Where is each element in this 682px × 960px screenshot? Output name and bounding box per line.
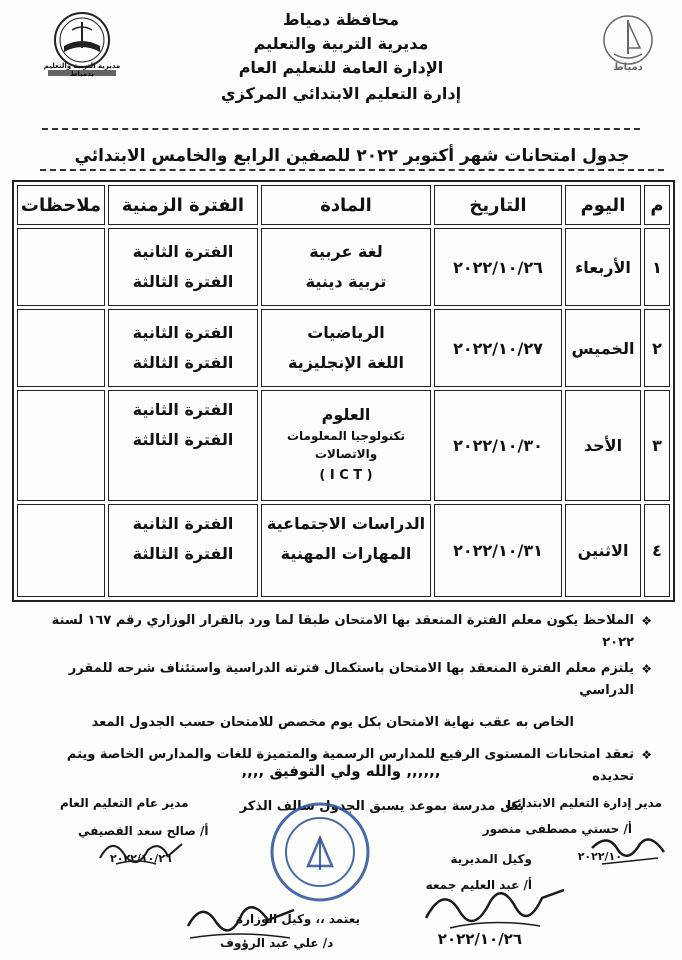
period-item: الفترة الثانية [132, 242, 234, 261]
row-num: ١ [644, 228, 670, 306]
row-notes [17, 390, 105, 501]
note-continuation: بكل مدرسة بموعد يسبق الجدول سالف الذكر [239, 799, 524, 814]
header-subject: المادة [261, 185, 431, 225]
row-subjects [261, 228, 431, 306]
row-date: ٢٠٢٢/١٠/٢٦ [434, 228, 562, 306]
row-day: الاثنين [565, 504, 641, 597]
left-signatory-title: مدير عام التعليم العام [60, 796, 189, 810]
official-stamp [268, 800, 372, 904]
row-periods [108, 309, 258, 387]
row-day: الخميس [565, 309, 641, 387]
header-day: اليوم [565, 185, 641, 225]
table-header-row [17, 185, 670, 225]
approval-signature-mark [180, 892, 300, 948]
approval-name: د/ علي عبد الرؤوف [220, 936, 334, 950]
document-title: جدول امتحانات شهر أكتوبر ٢٠٢٢ للصفين الرابع والخامس الابتدائي [40, 146, 664, 171]
bullet-icon: ❖ [641, 662, 652, 676]
exam-schedule-table [12, 180, 675, 602]
row-periods [108, 390, 258, 501]
deputy-name: أ/ عبد العليم جمعه [425, 878, 532, 892]
period-item: الفترة الثانية [132, 514, 234, 533]
header-num: م [644, 185, 670, 225]
subject-item: والاتصالات [314, 446, 378, 461]
general-admin-name: الإدارة العامة للتعليم العام [238, 58, 444, 77]
subject-item: العلوم [321, 404, 371, 424]
approval-label: يعتمد ،، وكيل الوزارة [236, 912, 361, 926]
table-row [17, 390, 670, 501]
left-signatory-date: ٢٠٢٢/١٠/٢٦ [110, 852, 172, 865]
central-admin-name: إدارة التعليم الابتدائي المركزي [220, 84, 462, 103]
header-period: الفترة الزمنية [108, 185, 258, 225]
row-subjects [261, 309, 431, 387]
subject-item: اللغة الإنجليزية [288, 353, 404, 372]
table-row [17, 504, 670, 597]
right-logo-caption: دمياط [613, 62, 643, 73]
closing-phrase: ,,,,,, والله ولي التوفيق ,,,, [241, 762, 441, 780]
subject-item: تكنولوجيا المعلومات [286, 428, 406, 443]
row-notes [17, 228, 105, 306]
subject-item: المهارات المهنية [280, 544, 412, 563]
note-item [30, 658, 652, 734]
row-subjects [261, 390, 431, 501]
subject-item: لغة عربية [309, 242, 383, 261]
notes-section [30, 610, 652, 822]
period-item: الفترة الثانية [132, 400, 234, 419]
row-num: ٣ [644, 390, 670, 501]
header-divider [42, 128, 640, 130]
right-signatory-title: مدير إدارة التعليم الابتدائي [505, 796, 662, 810]
row-periods [108, 504, 258, 597]
header-date: التاريخ [434, 185, 562, 225]
governorate-name: محافظة دمياط [282, 10, 400, 29]
row-num: ٤ [644, 504, 670, 597]
period-item: الفترة الثالثة [132, 353, 234, 372]
directorate-name: مديرية التربية والتعليم [253, 34, 429, 53]
deputy-date: ٢٠٢٢/١٠/٢٦ [437, 930, 522, 948]
row-date: ٢٠٢٢/١٠/٣١ [434, 504, 562, 597]
period-item: الفترة الثانية [132, 323, 234, 342]
note-text: يلتزم معلم الفترة المنعقد بها الامتحان باستكمال فترته الدراسية واستئناف شرحه للمقرر الدراسي [68, 661, 634, 698]
period-item: الفترة الثالثة [132, 272, 234, 291]
note-continuation: الخاص به عقب نهاية الامتحان بكل يوم مخصص للامتحان حسب الجدول المعد [91, 715, 574, 730]
deputy-title: وكيل المديرية [450, 852, 532, 866]
table-row [17, 309, 670, 387]
bullet-icon: ❖ [641, 748, 652, 762]
left-logo-caption: مديرية التربية والتعليم بدمياط [43, 62, 121, 78]
note-item [30, 610, 652, 654]
subject-item: ( I C T ) [319, 467, 373, 483]
right-signatory-date: ٢٠٢٢/١٠ [577, 850, 622, 863]
governorate-logo [600, 12, 656, 84]
row-num: ٢ [644, 309, 670, 387]
row-day: الأحد [565, 390, 641, 501]
row-periods [108, 228, 258, 306]
row-notes [17, 504, 105, 597]
row-subjects [261, 504, 431, 597]
left-signature-mark [96, 830, 186, 870]
subject-item: تربية دينية [305, 272, 387, 291]
subject-item: الدراسات الاجتماعية [266, 514, 426, 533]
left-signatory-name: أ/ صالح سعد القصيفي [78, 824, 209, 838]
subject-item: الرياضيات [307, 323, 385, 342]
row-date: ٢٠٢٢/١٠/٣٠ [434, 390, 562, 501]
deputy-signature-mark [420, 878, 570, 938]
note-text: تعقد امتحانات المستوى الرفيع للمدارس الرسمية والمتميزة للغات والمدارس الخاصة ويتم تحديده [66, 747, 634, 784]
right-signature-mark [588, 828, 670, 872]
right-signatory-name: أ/ حسني مصطفى منصور [482, 822, 632, 836]
period-item: الفترة الثالثة [132, 430, 234, 449]
header-notes: ملاحظات [17, 185, 105, 225]
row-notes [17, 309, 105, 387]
table-row [17, 228, 670, 306]
note-text: الملاحظ يكون معلم الفترة المنعقد بها الامتحان طبقا لما ورد بالقرار الوزاري رقم ١٦٧ لسنة ٢٠٢٢ [51, 613, 634, 650]
period-item: الفترة الثالثة [132, 544, 234, 563]
bullet-icon: ❖ [641, 614, 652, 628]
row-day: الأربعاء [565, 228, 641, 306]
row-date: ٢٠٢٢/١٠/٢٧ [434, 309, 562, 387]
